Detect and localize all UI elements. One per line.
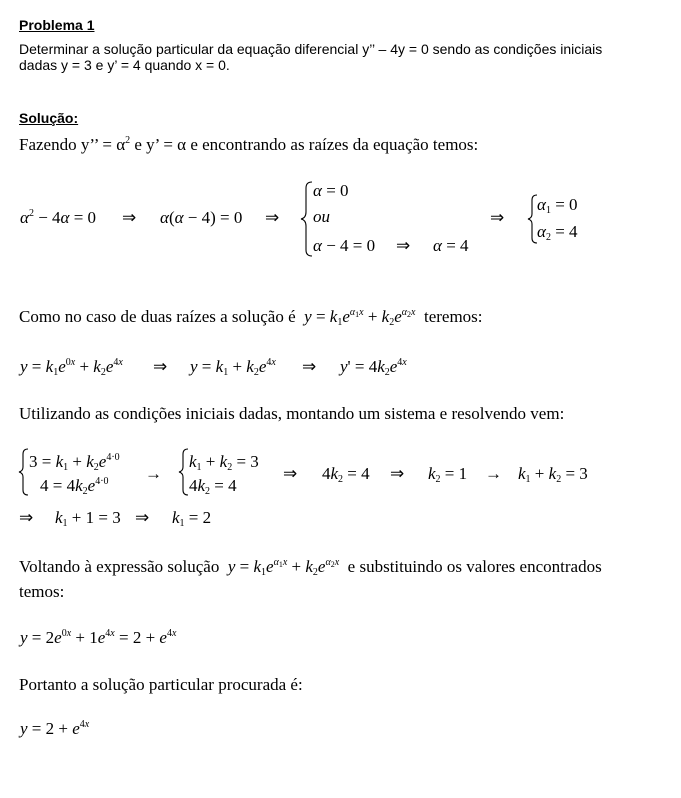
step4-equation: $y = 2e^{0x} + 1e^{4x} = 2 + e^{4x}$ — [20, 628, 177, 647]
case-mid: ou — [313, 207, 330, 226]
case-bottom: α − 4 = 0 — [313, 236, 376, 255]
two-roots-text: Como no caso de duas raízes a solução é $y = k_1e^{\alpha_1x} + k_2e^{\alpha_2x}$ teremos: — [19, 307, 483, 328]
arrow-2: → — [485, 464, 502, 483]
implies-arrow-2: ⇒ — [265, 208, 280, 227]
implies-arrow-3: ⇒ — [396, 236, 411, 255]
conditions-text: Utilizando as condições iniciais dadas, montando um sistema e resolvendo vem: — [19, 404, 565, 423]
intro-part-b: e y’ = α e encontrando as raízes da equação temos: — [130, 135, 479, 154]
step3-line2-a: $k_1 + 1 = 3$ — [55, 508, 121, 529]
step3-eq-a: $4k_2 = 4$ — [322, 464, 370, 485]
conclusion-text: Portanto a solução particular procurada é: — [19, 675, 303, 694]
case-top: α = 0 — [313, 181, 349, 200]
implies-arrow-6: ⇒ — [302, 357, 317, 376]
intro-sup: 2 — [125, 135, 131, 146]
step3-eq-b: $k_2 = 1$ — [428, 464, 468, 485]
implies-arrow-9: ⇒ — [19, 508, 34, 527]
system2-row2: $4k_2 = 4$ — [189, 476, 237, 497]
problem-statement-line1: Determinar a solução particular da equação diferencial y’’ – 4y = 0 sendo as condições iniciais — [19, 41, 603, 57]
system2-row1: $k_1 + k_2 = 3$ — [189, 452, 259, 473]
implies-arrow-4: ⇒ — [490, 208, 505, 227]
step3-eq-c: $k_1 + k_2 = 3$ — [518, 464, 588, 485]
back-text: Voltando à expressão solução $y = k_1e^{\alpha_1x} + k_2e^{\alpha_2x}$ e substituindo os valores encontrados — [19, 557, 602, 578]
solution-heading: Solução: — [19, 110, 79, 126]
solution-intro — [19, 135, 478, 155]
left-brace-cases — [300, 180, 314, 258]
implies-arrow-8: ⇒ — [390, 464, 405, 483]
step2-eq2: $y = k_1 + k_2e^{4x}$ — [190, 357, 276, 378]
final-solution: $y = 2 + e^{4x}$ — [20, 719, 90, 738]
step2-eq3: $y' = 4k_2e^{4x}$ — [340, 357, 407, 378]
system1-row1: $3 = k_1 + k_2e^{4\cdot 0}$ — [29, 452, 120, 473]
factored-equation: α(α − 4) = 0 — [160, 208, 243, 227]
back-text-line2: temos: — [19, 582, 65, 601]
problem-heading: Problema 1 — [19, 17, 95, 33]
implies-arrow-7: ⇒ — [283, 464, 298, 483]
implies-arrow-5: ⇒ — [153, 357, 168, 376]
char-equation: $\alpha^2 - 4\alpha = 0$ — [20, 208, 97, 227]
root-2: $\alpha_2 = 4$ — [537, 222, 578, 243]
problem-statement-line2: dadas y = 3 e y’ = 4 quando x = 0. — [19, 57, 230, 73]
implies-arrow-10: ⇒ — [135, 508, 150, 527]
case-bottom-result: α = 4 — [433, 236, 469, 255]
system1-row2: $4 = 4k_2e^{4\cdot 0}$ — [40, 476, 109, 497]
root-1: $\alpha_1 = 0$ — [537, 195, 578, 216]
step3-line2-b: $k_1 = 2$ — [172, 508, 212, 529]
intro-part-a: Fazendo y’’ = α — [19, 135, 126, 154]
step2-eq1: $y = k_1e^{0x} + k_2e^{4x}$ — [20, 357, 123, 378]
arrow-1: → — [145, 464, 162, 483]
implies-arrow-1: ⇒ — [122, 208, 137, 227]
